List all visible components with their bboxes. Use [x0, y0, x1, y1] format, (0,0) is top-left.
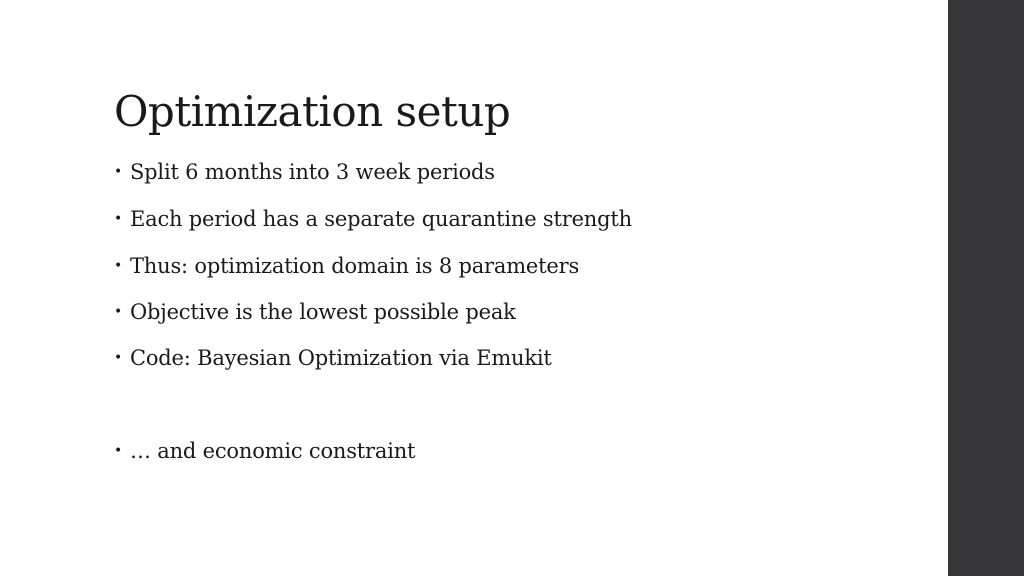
bullet-item: [114, 297, 516, 327]
bullet-marker: •: [114, 258, 123, 274]
bullet-marker: •: [114, 304, 123, 320]
bullet-text: … and economic constraint: [130, 439, 416, 463]
bullet-item: [114, 251, 579, 281]
bullet-marker: •: [114, 211, 123, 227]
bullet-text: Objective is the lowest possible peak: [130, 300, 516, 324]
bullet-text: Thus: optimization domain is 8 parameters: [130, 254, 580, 278]
bullet-item: [114, 204, 632, 234]
bullet-item: [114, 343, 552, 373]
bullet-text: Code: Bayesian Optimization via Emukit: [130, 346, 552, 370]
side-accent-bar: [948, 0, 1024, 576]
slide-title: Optimization setup: [114, 87, 511, 136]
bullet-marker: •: [114, 350, 123, 366]
bullet-list: [114, 0, 934, 576]
bullet-marker: •: [114, 443, 123, 459]
bullet-marker: •: [114, 164, 123, 180]
bullet-text: Split 6 months into 3 week periods: [130, 160, 495, 184]
bullet-item: [114, 157, 495, 187]
bullet-text: Each period has a separate quarantine strength: [130, 207, 632, 231]
bullet-item: [114, 436, 415, 466]
